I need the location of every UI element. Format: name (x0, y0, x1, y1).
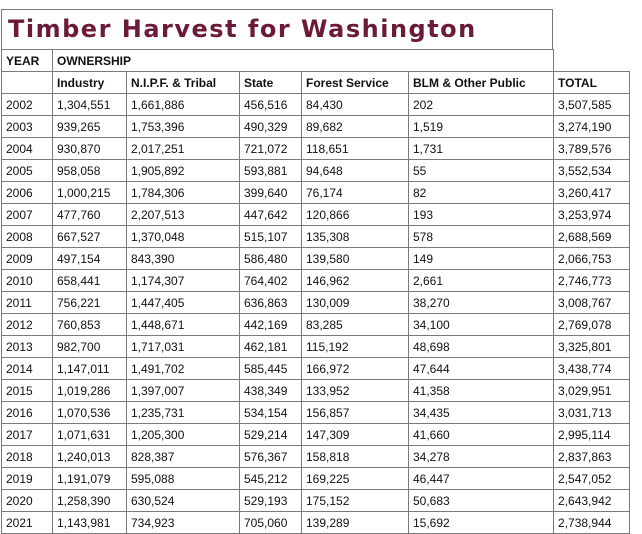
blm-other-public-cell: 1,519 (409, 116, 554, 138)
state-cell: 534,154 (240, 402, 302, 424)
year-cell: 2003 (2, 116, 53, 138)
industry-cell: 1,147,011 (53, 358, 127, 380)
year-cell: 2009 (2, 248, 53, 270)
table-row (2, 160, 630, 182)
industry-cell: 760,853 (53, 314, 127, 336)
industry-cell: 756,221 (53, 292, 127, 314)
state-cell: 586,480 (240, 248, 302, 270)
total-cell: 3,008,767 (554, 292, 630, 314)
blm-other-public-cell: 48,698 (409, 336, 554, 358)
nipf-tribal-cell: 734,923 (127, 512, 240, 534)
total-cell: 3,253,974 (554, 204, 630, 226)
blm-other-public-cell: 15,692 (409, 512, 554, 534)
state-cell: 515,107 (240, 226, 302, 248)
table-title: Timber Harvest for Washington (8, 15, 477, 43)
nipf-tribal-cell: 1,753,396 (127, 116, 240, 138)
nipf-tribal-cell: 1,174,307 (127, 270, 240, 292)
nipf-tribal-cell: 1,905,892 (127, 160, 240, 182)
state-cell: 456,516 (240, 94, 302, 116)
nipf-tribal-cell: 595,088 (127, 468, 240, 490)
year-cell: 2012 (2, 314, 53, 336)
table-row (2, 138, 630, 160)
industry-cell: 1,019,286 (53, 380, 127, 402)
total-cell: 2,688,569 (554, 226, 630, 248)
column-header-forest-service: Forest Service (302, 72, 409, 94)
year-cell: 2021 (2, 512, 53, 534)
total-cell: 3,029,951 (554, 380, 630, 402)
year-cell: 2019 (2, 468, 53, 490)
nipf-tribal-cell: 1,235,731 (127, 402, 240, 424)
year-subheader-blank (2, 72, 53, 94)
total-cell: 3,031,713 (554, 402, 630, 424)
table-row (2, 512, 630, 534)
column-header-state: State (240, 72, 302, 94)
industry-cell: 1,304,551 (53, 94, 127, 116)
forest-service-cell: 84,430 (302, 94, 409, 116)
year-cell: 2004 (2, 138, 53, 160)
blm-other-public-cell: 41,660 (409, 424, 554, 446)
year-cell: 2007 (2, 204, 53, 226)
forest-service-cell: 175,152 (302, 490, 409, 512)
industry-cell: 958,058 (53, 160, 127, 182)
total-cell: 3,260,417 (554, 182, 630, 204)
nipf-tribal-cell: 1,370,048 (127, 226, 240, 248)
forest-service-cell: 139,580 (302, 248, 409, 270)
year-cell: 2010 (2, 270, 53, 292)
year-cell: 2008 (2, 226, 53, 248)
total-cell: 3,789,576 (554, 138, 630, 160)
total-cell: 2,769,078 (554, 314, 630, 336)
industry-cell: 982,700 (53, 336, 127, 358)
forest-service-cell: 135,308 (302, 226, 409, 248)
nipf-tribal-cell: 1,447,405 (127, 292, 240, 314)
state-cell: 636,863 (240, 292, 302, 314)
industry-cell: 497,154 (53, 248, 127, 270)
industry-cell: 1,071,631 (53, 424, 127, 446)
table-row (2, 446, 630, 468)
industry-cell: 477,760 (53, 204, 127, 226)
state-cell: 447,642 (240, 204, 302, 226)
total-cell: 2,547,052 (554, 468, 630, 490)
table-row (2, 204, 630, 226)
table-row (2, 424, 630, 446)
total-cell: 2,066,753 (554, 248, 630, 270)
table-row (2, 314, 630, 336)
forest-service-cell: 130,009 (302, 292, 409, 314)
table-row (2, 226, 630, 248)
total-cell: 2,643,942 (554, 490, 630, 512)
forest-service-cell: 166,972 (302, 358, 409, 380)
blm-other-public-cell: 202 (409, 94, 554, 116)
forest-service-cell: 147,309 (302, 424, 409, 446)
forest-service-cell: 139,289 (302, 512, 409, 534)
total-cell: 3,507,585 (554, 94, 630, 116)
forest-service-cell: 115,192 (302, 336, 409, 358)
blm-other-public-cell: 578 (409, 226, 554, 248)
year-cell: 2018 (2, 446, 53, 468)
forest-service-cell: 94,648 (302, 160, 409, 182)
nipf-tribal-cell: 2,017,251 (127, 138, 240, 160)
blm-other-public-cell: 55 (409, 160, 554, 182)
state-cell: 545,212 (240, 468, 302, 490)
header-row-top (2, 50, 630, 72)
state-cell: 529,214 (240, 424, 302, 446)
table-row (2, 116, 630, 138)
state-cell: 490,329 (240, 116, 302, 138)
state-cell: 764,402 (240, 270, 302, 292)
table-row (2, 402, 630, 424)
blm-other-public-cell: 82 (409, 182, 554, 204)
nipf-tribal-cell: 1,717,031 (127, 336, 240, 358)
nipf-tribal-cell: 843,390 (127, 248, 240, 270)
blm-other-public-cell: 34,278 (409, 446, 554, 468)
table-row (2, 270, 630, 292)
table-row (2, 248, 630, 270)
state-cell: 399,640 (240, 182, 302, 204)
table-row (2, 94, 630, 116)
year-cell: 2014 (2, 358, 53, 380)
total-cell: 3,274,190 (554, 116, 630, 138)
industry-cell: 939,265 (53, 116, 127, 138)
nipf-tribal-cell: 1,448,671 (127, 314, 240, 336)
nipf-tribal-cell: 1,397,007 (127, 380, 240, 402)
blm-other-public-cell: 38,270 (409, 292, 554, 314)
header-row-columns (2, 72, 630, 94)
year-header: YEAR (2, 50, 53, 72)
forest-service-cell: 133,952 (302, 380, 409, 402)
blm-other-public-cell: 47,644 (409, 358, 554, 380)
column-header-blm-other-public: BLM & Other Public (409, 72, 554, 94)
header-spacer (554, 50, 630, 72)
state-cell: 705,060 (240, 512, 302, 534)
state-cell: 585,445 (240, 358, 302, 380)
blm-other-public-cell: 193 (409, 204, 554, 226)
total-cell: 3,552,534 (554, 160, 630, 182)
industry-cell: 1,070,536 (53, 402, 127, 424)
forest-service-cell: 76,174 (302, 182, 409, 204)
blm-other-public-cell: 34,100 (409, 314, 554, 336)
forest-service-cell: 118,651 (302, 138, 409, 160)
table-row (2, 292, 630, 314)
industry-cell: 1,000,215 (53, 182, 127, 204)
nipf-tribal-cell: 2,207,513 (127, 204, 240, 226)
state-cell: 529,193 (240, 490, 302, 512)
forest-service-cell: 89,682 (302, 116, 409, 138)
state-cell: 593,881 (240, 160, 302, 182)
nipf-tribal-cell: 1,205,300 (127, 424, 240, 446)
industry-cell: 1,143,981 (53, 512, 127, 534)
total-cell: 2,837,863 (554, 446, 630, 468)
industry-cell: 658,441 (53, 270, 127, 292)
forest-service-cell: 146,962 (302, 270, 409, 292)
column-header-industry: Industry (53, 72, 127, 94)
table-row (2, 358, 630, 380)
table-row (2, 380, 630, 402)
total-cell: 3,325,801 (554, 336, 630, 358)
state-cell: 438,349 (240, 380, 302, 402)
blm-other-public-cell: 1,731 (409, 138, 554, 160)
blm-other-public-cell: 46,447 (409, 468, 554, 490)
year-cell: 2020 (2, 490, 53, 512)
nipf-tribal-cell: 828,387 (127, 446, 240, 468)
blm-other-public-cell: 50,683 (409, 490, 554, 512)
forest-service-cell: 156,857 (302, 402, 409, 424)
year-cell: 2015 (2, 380, 53, 402)
industry-cell: 667,527 (53, 226, 127, 248)
state-cell: 721,072 (240, 138, 302, 160)
table-row (2, 490, 630, 512)
industry-cell: 1,258,390 (53, 490, 127, 512)
year-cell: 2011 (2, 292, 53, 314)
timber-harvest-table (1, 49, 630, 534)
year-cell: 2005 (2, 160, 53, 182)
industry-cell: 1,191,079 (53, 468, 127, 490)
state-cell: 576,367 (240, 446, 302, 468)
nipf-tribal-cell: 1,784,306 (127, 182, 240, 204)
forest-service-cell: 169,225 (302, 468, 409, 490)
title-box (1, 9, 553, 49)
blm-other-public-cell: 149 (409, 248, 554, 270)
total-cell: 2,738,944 (554, 512, 630, 534)
state-cell: 462,181 (240, 336, 302, 358)
year-cell: 2013 (2, 336, 53, 358)
column-header-nipf-tribal: N.I.P.F. & Tribal (127, 72, 240, 94)
blm-other-public-cell: 41,358 (409, 380, 554, 402)
blm-other-public-cell: 2,661 (409, 270, 554, 292)
nipf-tribal-cell: 1,491,702 (127, 358, 240, 380)
industry-cell: 930,870 (53, 138, 127, 160)
total-cell: 2,995,114 (554, 424, 630, 446)
table-row (2, 468, 630, 490)
table-row (2, 182, 630, 204)
forest-service-cell: 83,285 (302, 314, 409, 336)
total-cell: 2,746,773 (554, 270, 630, 292)
year-cell: 2016 (2, 402, 53, 424)
year-cell: 2017 (2, 424, 53, 446)
year-cell: 2006 (2, 182, 53, 204)
table-row (2, 336, 630, 358)
ownership-header: OWNERSHIP (53, 50, 554, 72)
column-header-total: TOTAL (554, 72, 630, 94)
total-cell: 3,438,774 (554, 358, 630, 380)
nipf-tribal-cell: 1,661,886 (127, 94, 240, 116)
forest-service-cell: 158,818 (302, 446, 409, 468)
blm-other-public-cell: 34,435 (409, 402, 554, 424)
state-cell: 442,169 (240, 314, 302, 336)
nipf-tribal-cell: 630,524 (127, 490, 240, 512)
year-cell: 2002 (2, 94, 53, 116)
forest-service-cell: 120,866 (302, 204, 409, 226)
industry-cell: 1,240,013 (53, 446, 127, 468)
